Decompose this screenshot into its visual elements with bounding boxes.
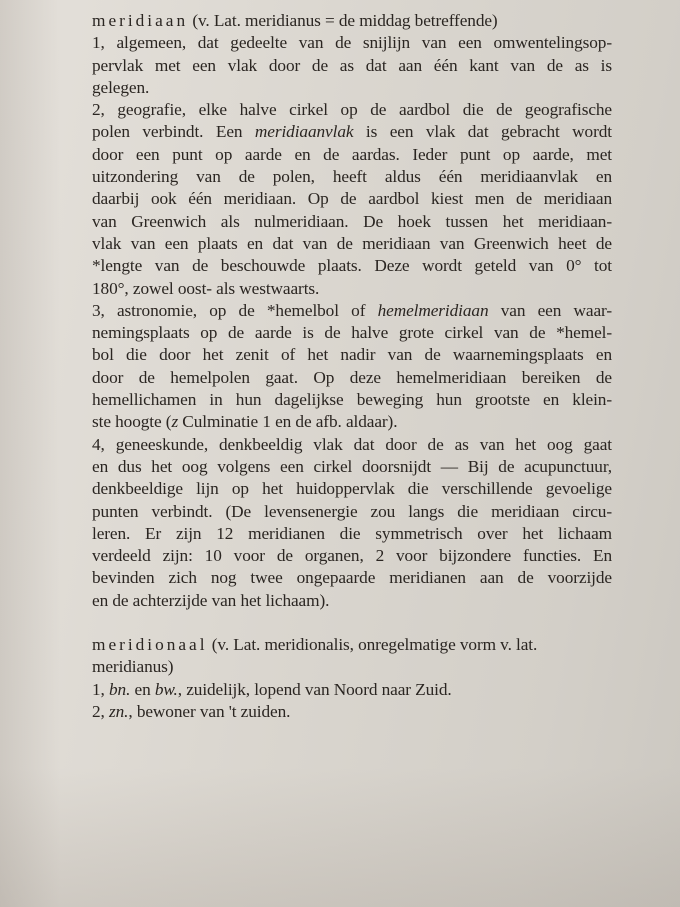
text-line: 4, geneeskunde, denkbeeldig vlak dat door de as van het oog gaat [92, 434, 612, 454]
text-line: uitzondering van de polen, heeft aldus één meridiaanvlak en [92, 167, 612, 187]
text-fragment: , bewoner van 't zuiden. [128, 701, 291, 721]
text-fragment: en [130, 679, 155, 699]
text-line: pervlak met een vlak door de as dat aan één kant van de as is [92, 55, 612, 75]
italic-term: hemelmeridiaan [377, 300, 489, 320]
text-line [92, 121, 612, 143]
text-line: gelegen. [92, 77, 150, 97]
entry-meridionaal-header [92, 634, 612, 656]
text-line: verdeeld zijn: 10 voor de organen, 2 voor bijzondere functies. En [92, 546, 612, 566]
abbreviation: bw. [154, 679, 178, 699]
dictionary-text [92, 10, 612, 723]
text-line: meridianus) [92, 657, 174, 677]
text-line: leren. Er zijn 12 meridianen die symmetrisch over het lichaam [92, 523, 612, 543]
text-line: vlak van een plaats en dat van de meridiaan van Greenwich heet de [92, 233, 612, 253]
text-line: bol die door het zenit of het nadir van de waarnemingsplaats en [92, 345, 612, 365]
text-line: hemellichamen in hun dagelijkse beweging hun grootste en klein- [92, 390, 612, 410]
text-fragment: , zuidelijk, lopend van Noord naar Zuid. [177, 679, 452, 699]
abbreviation: bn. [108, 679, 131, 699]
entry-meridiaan-header [92, 10, 612, 32]
abbreviation: zn. [108, 701, 129, 721]
text-fragment: 3, astronomie, op de *hemelbol of [92, 300, 378, 320]
text-line: nemingsplaats op de aarde is de halve grote cirkel van de *hemel- [92, 323, 612, 343]
sense-line [92, 701, 612, 723]
text-line [92, 300, 612, 322]
entry-separator [92, 612, 612, 634]
text-line: van Greenwich als nulmeridiaan. De hoek tussen het meridiaan- [92, 211, 612, 231]
text-fragment: Culminatie 1 en de afb. aldaar). [178, 412, 398, 432]
etymology: (v. Lat. meridionalis, onregelmatige vorm v. lat. [211, 635, 538, 655]
text-fragment: polen verbindt. Een [92, 122, 255, 142]
text-fragment: ste hoogte ( [92, 412, 172, 432]
text-fragment: 1, [92, 679, 109, 699]
italic-term: meridiaanvlak [254, 122, 354, 142]
text-line: daarbij ook één meridiaan. Op de aardbol kiest men de meridiaan [92, 189, 612, 209]
headword: meridiaan [92, 11, 189, 30]
text-fragment: van een waar- [488, 300, 612, 320]
etymology: (v. Lat. meridianus = de middag betreffende) [192, 11, 498, 30]
text-line: *lengte van de beschouwde plaats. Deze wordt geteld van 0° tot [92, 256, 612, 276]
cross-reference-arrow: z [171, 412, 179, 432]
text-line: 180°, zowel oost- als westwaarts. [92, 278, 320, 298]
text-fragment: is een vlak dat gebracht wordt [353, 122, 612, 142]
text-line: 1, algemeen, dat gedeelte van de snijlijn van een omwentelingsop- [92, 33, 612, 53]
text-line [92, 411, 612, 433]
text-fragment: 2, [92, 701, 109, 721]
headword: meridionaal [92, 635, 208, 655]
text-line: denkbeeldige lijn op het huidoppervlak die verschillende gevoelige [92, 479, 612, 499]
text-line: door een punt op aarde en de aardas. Ieder punt op aarde, met [92, 144, 612, 164]
text-line: punten verbindt. (De levensenergie zou langs die meridiaan circu- [92, 501, 612, 521]
page-bottom-shadow [0, 767, 680, 907]
text-line: bevinden zich nog twee ongepaarde meridianen aan de voorzijde [92, 568, 612, 588]
text-line: en dus het oog volgens een cirkel doorsnijdt — Bij de acupunctuur, [92, 456, 612, 476]
sense-line [92, 679, 612, 701]
text-line: door de hemelpolen gaat. Op deze hemelmeridiaan bereiken de [92, 367, 612, 387]
text-line: en de achterzijde van het lichaam). [92, 590, 330, 610]
text-line: 2, geografie, elke halve cirkel op de aardbol die de geografische [92, 100, 612, 120]
